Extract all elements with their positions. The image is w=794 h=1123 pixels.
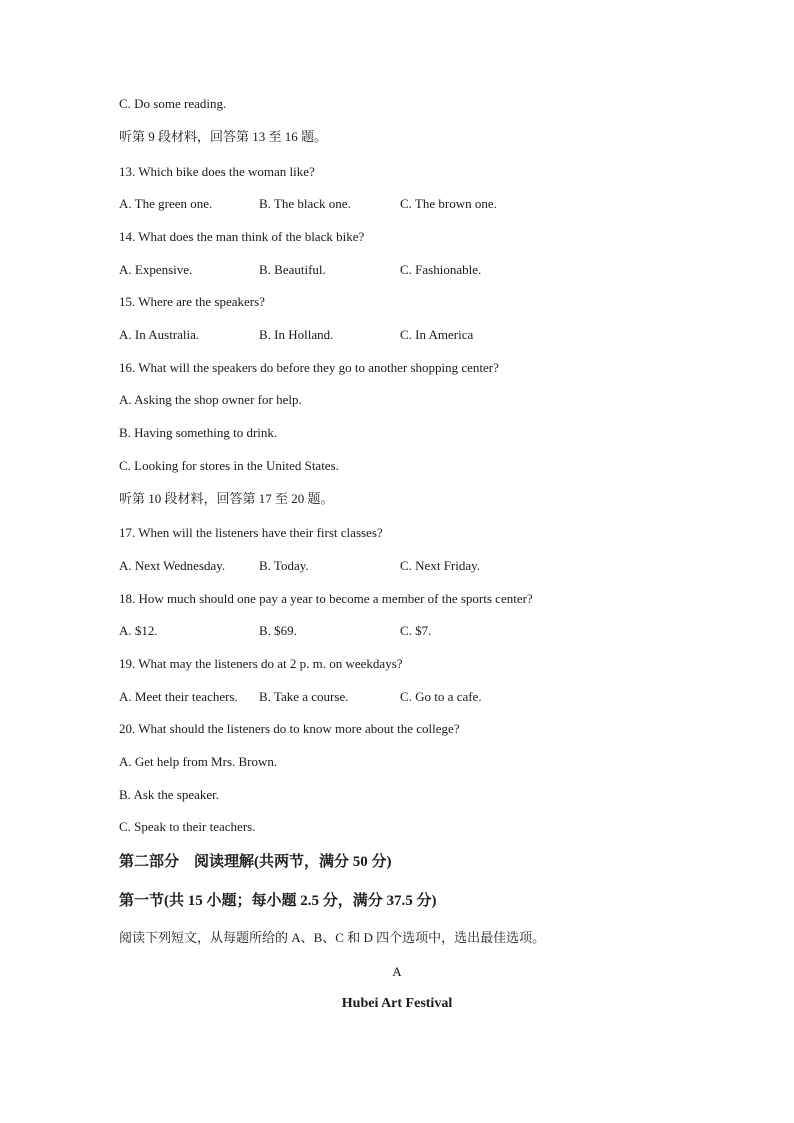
prev-question-option-c: C. Do some reading. bbox=[119, 96, 227, 111]
q17-option-a: A. Next Wednesday. bbox=[119, 558, 226, 573]
q17-option-b: B. Today. bbox=[259, 558, 309, 573]
section-9-intro: 听第 9 段材料，回答第 13 至 16 题。 bbox=[119, 129, 328, 144]
question-19: 19. What may the listeners do at 2 p. m. on weekdays? bbox=[119, 656, 403, 671]
q19-option-a: A. Meet their teachers. bbox=[119, 689, 238, 704]
q20-option-a: A. Get help from Mrs. Brown. bbox=[119, 754, 278, 769]
reading-instructions: 阅读下列短文，从每题所给的 A、B、C 和 D 四个选项中，选出最佳选项。 bbox=[119, 930, 546, 945]
part-2-heading: 第二部分 阅读理解(共两节，满分 50 分) bbox=[119, 854, 392, 870]
q15-option-a: A. In Australia. bbox=[119, 327, 200, 342]
question-18: 18. How much should one pay a year to become a member of the sports center? bbox=[119, 591, 533, 606]
passage-title: Hubei Art Festival bbox=[341, 996, 453, 1011]
q19-option-b: B. Take a course. bbox=[259, 689, 349, 704]
passage-label: A bbox=[392, 964, 402, 979]
section-1-heading: 第一节(共 15 小题；每小题 2.5 分，满分 37.5 分) bbox=[119, 893, 437, 909]
q13-option-a: A. The green one. bbox=[119, 196, 213, 211]
q14-option-c: C. Fashionable. bbox=[400, 262, 482, 277]
q18-option-a: A. $12. bbox=[119, 623, 158, 638]
question-17: 17. When will the listeners have their first classes? bbox=[119, 525, 383, 540]
q18-option-c: C. $7. bbox=[400, 623, 432, 638]
q13-option-c: C. The brown one. bbox=[400, 196, 497, 211]
question-14: 14. What does the man think of the black bike? bbox=[119, 229, 365, 244]
q14-option-b: B. Beautiful. bbox=[259, 262, 326, 277]
q16-option-a: A. Asking the shop owner for help. bbox=[119, 392, 302, 407]
question-15: 15. Where are the speakers? bbox=[119, 294, 265, 309]
q20-option-b: B. Ask the speaker. bbox=[119, 787, 220, 802]
question-13: 13. Which bike does the woman like? bbox=[119, 164, 315, 179]
q20-option-c: C. Speak to their teachers. bbox=[119, 819, 256, 834]
q16-option-c: C. Looking for stores in the United States. bbox=[119, 458, 339, 473]
q17-option-c: C. Next Friday. bbox=[400, 558, 481, 573]
q16-option-b: B. Having something to drink. bbox=[119, 425, 278, 440]
q13-option-b: B. The black one. bbox=[259, 196, 351, 211]
q18-option-b: B. $69. bbox=[259, 623, 297, 638]
section-10-intro: 听第 10 段材料，回答第 17 至 20 题。 bbox=[119, 491, 334, 506]
q15-option-c: C. In America bbox=[400, 327, 474, 342]
question-16: 16. What will the speakers do before they go to another shopping center? bbox=[119, 360, 499, 375]
q14-option-a: A. Expensive. bbox=[119, 262, 193, 277]
question-20: 20. What should the listeners do to know more about the college? bbox=[119, 721, 460, 736]
q19-option-c: C. Go to a cafe. bbox=[400, 689, 482, 704]
q15-option-b: B. In Holland. bbox=[259, 327, 334, 342]
